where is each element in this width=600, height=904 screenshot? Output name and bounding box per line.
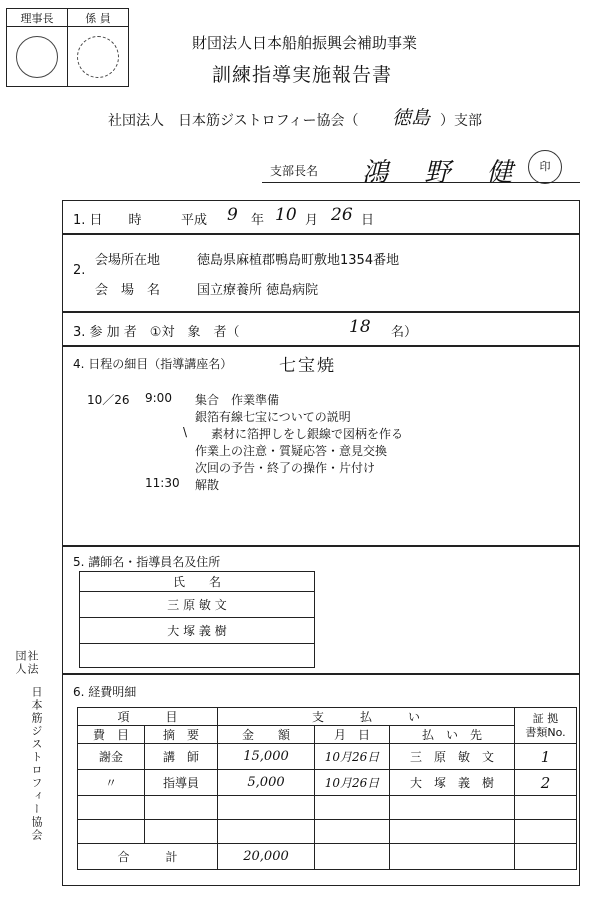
expense-table	[77, 707, 577, 870]
section-schedule	[62, 346, 580, 546]
month-value: 10	[275, 205, 297, 225]
instructor-empty-row	[80, 644, 315, 668]
header-payee: 払 い 先	[390, 726, 515, 744]
venue-name: 国立療養所 徳島病院	[197, 283, 319, 298]
total-label: 合 計	[78, 844, 218, 870]
side-org-name: 日本筋ジストロフィー協会	[30, 686, 43, 842]
header-item: 項 目	[78, 708, 218, 726]
expense-row: 〃 指導員 5,000 10月26日 大 塚 義 樹 2	[78, 770, 577, 796]
staff-stamp-label: 係 員	[68, 9, 129, 27]
expense-total-row	[78, 844, 577, 870]
header-date: 月 日	[315, 726, 390, 744]
instructor-name: 大 塚 義 樹	[80, 618, 315, 644]
staff-seal	[68, 27, 129, 87]
seal-icon	[77, 36, 119, 78]
schedule-label: 4. 日程の細目（指導講座名）	[73, 357, 233, 371]
participants-unit: 名）	[391, 325, 418, 340]
participant-count: 18	[349, 317, 371, 337]
date-label: 1. 日 時	[73, 213, 142, 228]
section-date	[62, 200, 580, 234]
year-value: 9	[227, 205, 238, 225]
side-org-type: 社法	[26, 650, 39, 676]
director-stamp-label: 理事長	[7, 9, 68, 27]
chief-signature: 鴻 野 健	[362, 158, 527, 188]
venue-name-label: 会 場 名	[95, 283, 161, 298]
org-suffix: ）支部	[440, 113, 482, 129]
branch-name: 徳島	[392, 107, 431, 129]
day-unit: 日	[361, 213, 375, 228]
instructor-header: 氏 名	[80, 572, 315, 592]
subsidy-title: 財団法人日本船舶振興会補助事業	[192, 34, 418, 52]
venue-address-label: 会場所在地	[95, 253, 161, 268]
chief-label: 支部長名	[270, 164, 319, 178]
expense-empty-row	[78, 820, 577, 844]
instructors-label: 5. 講師名・指導員名及住所	[73, 555, 221, 569]
instructor-table	[79, 571, 315, 668]
report-title: 訓練指導実施報告書	[212, 64, 393, 86]
total-amount: 20,000	[218, 844, 315, 870]
day-value: 26	[331, 205, 353, 225]
header-cost: 費 目	[78, 726, 145, 744]
instructor-name: 三 原 敏 文	[80, 592, 315, 618]
course-name: 七宝焼	[279, 356, 336, 376]
section-venue	[62, 234, 580, 312]
chief-underline	[262, 182, 580, 183]
venue-address: 徳島県麻植郡鴨島町敷地1354番地	[197, 253, 400, 268]
schedule-row: 作業上の注意・質疑応答・意見交換	[195, 444, 388, 458]
seal-icon	[16, 36, 58, 78]
header-proof: 証 拠 書類No.	[515, 708, 577, 744]
section-participants	[62, 312, 580, 346]
expense-row: 謝金 講 師 15,000 10月26日 三 原 敏 文 1	[78, 744, 577, 770]
year-unit: 年	[251, 213, 265, 228]
header-amount: 金 額	[218, 726, 315, 744]
schedule-row: 次回の予告・終了の操作・片付け	[195, 461, 376, 475]
header-payment: 支 払 い	[218, 708, 515, 726]
schedule-row: 銀箔有線七宝についての説明	[195, 410, 351, 424]
participants-label: 3. 参 加 者 ①対 象 者（	[73, 325, 240, 340]
director-seal	[7, 27, 68, 87]
schedule-row: \ 素材に箔押しをし銀線で図柄を作る	[182, 425, 404, 441]
chief-seal: 印	[528, 150, 562, 184]
side-org-type-2: 団人	[14, 650, 27, 676]
header-summary: 摘 要	[145, 726, 218, 744]
section-expenses	[62, 674, 580, 886]
schedule-row: 11:30 解散	[145, 476, 220, 492]
month-unit: 月	[305, 213, 319, 228]
venue-num: 2.	[73, 263, 86, 278]
approval-stamps	[6, 8, 129, 87]
era: 平成	[181, 213, 208, 228]
schedule-table	[83, 391, 407, 493]
org-name: 社団法人 日本筋ジストロフィー協会（	[108, 113, 359, 129]
schedule-row: 10／26 9:00 集合 作業準備	[87, 391, 280, 407]
expenses-label: 6. 経費明細	[73, 685, 137, 699]
section-instructors	[62, 546, 580, 674]
expense-empty-row	[78, 796, 577, 820]
